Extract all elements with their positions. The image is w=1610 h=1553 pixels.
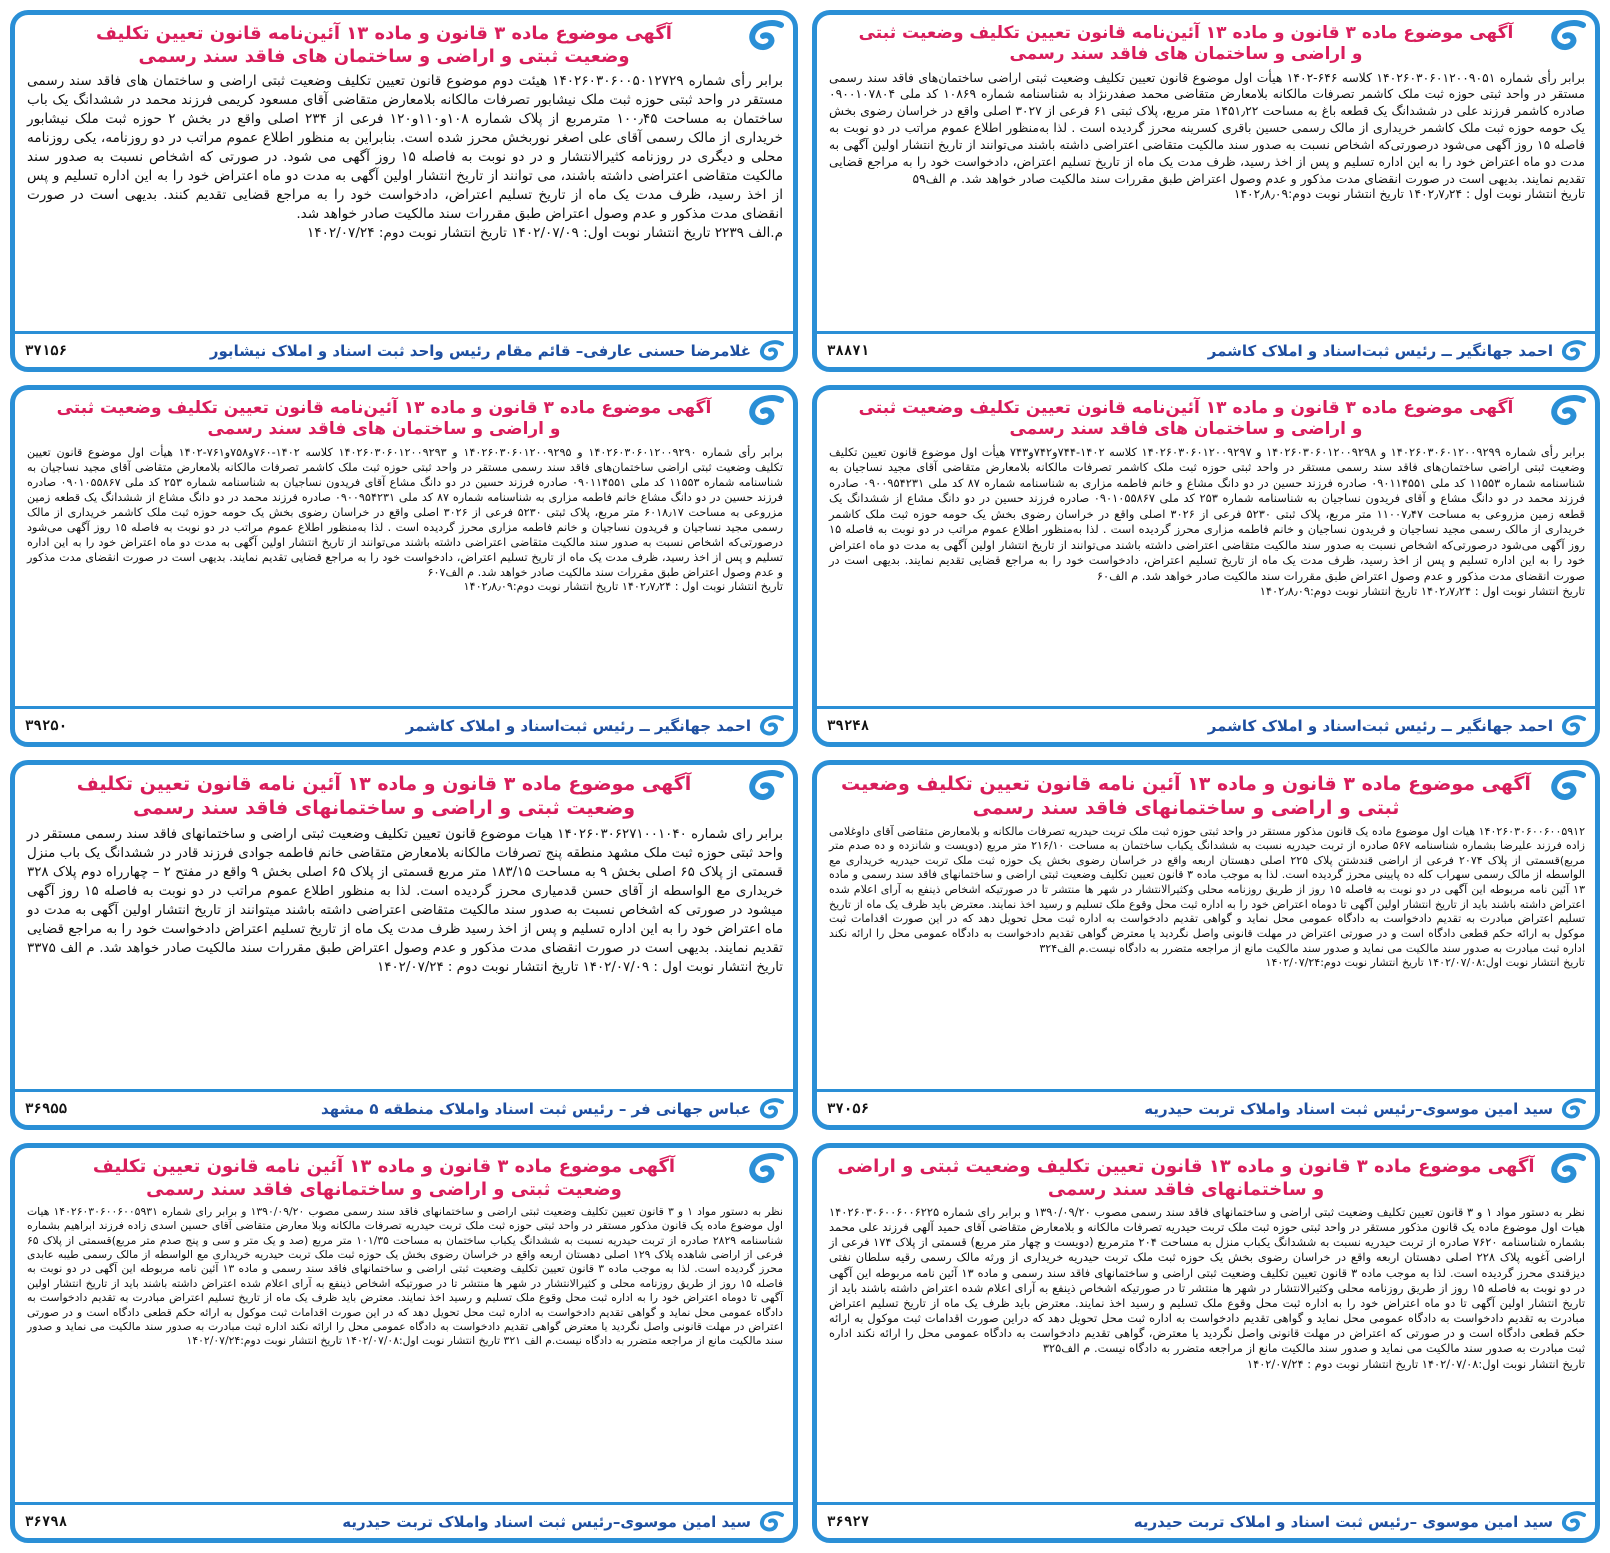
ad-title: [15, 15, 793, 68]
ad-signature: [1208, 340, 1587, 362]
ad-footer: [817, 1089, 1595, 1125]
ad-footer: [817, 1502, 1595, 1538]
ad-title-line-2: و اراضی و ساختمان های فاقد سند رسمی: [1009, 44, 1363, 65]
swirl-icon: [743, 769, 787, 809]
ad-footer: [15, 1089, 793, 1125]
ad-code: ۳۶۹۲۷: [827, 1513, 870, 1530]
ad-title-line-2: وضعیت ثبتی و اراضی و ساختمانهای فاقد سند رسمی: [146, 1178, 622, 1200]
ad-body: برابر رأی شماره ۱۴۰۲۶۰۳۰۶۰۱۲۰۰۹۲۹۹ و ۱۴۰۲۶۰۳۰۶۰۱۲۰۰۹۲۹۸ و ۱۴۰۲۶۰۳۰۶۰۱۲۰۰۹۲۹۷ کلاسه ۱۴۰۲-۷۴۴و۷۴۲و۷۴۳ هیأت اول موضوع قانون تعیین تکلیف وضعیت ثبتی اراضی ساختمان‌های فاقد سند رسمی مستقر در واحد ثبتی حوزه ثبت ملک کاشمر تصرفات مالکانه بلامعارض متقاضی آقای مجید نساجیان به شناسنامه شماره ۱۱۵۵۳ کد ملی ۰۹۰۱۱۴۵۵۱ صادره فرزند حسین در دو دانگ مشاع و خانم فاطمه مزاری به شناسنامه شماره ۸۷ کد ملی ۰۹۰۰۹۵۴۲۳۱ صادره فرزند محمد در دو دانگ مشاع و آقای فریدون نساجیان به شناسنامه شماره ۲۵۳ کد ملی ۰۹۰۱۰۵۵۸۶۷ صادره فرزند حسین در دو دانگ مشاع از ششدانگ یک قطعه زمین مزروعی به مساحت ۱۱۰۰۷٫۴۷ متر مربع، پلاک ثبتی ۵۲۳۰ فرعی از ۳۰۲۶ اصلی واقع در خراسان رضوی بخش یک حومه حوزه ثبت ملک کاشمر خریداری از مالک رسمی مجید نساجیان و فریدون نساجیان و خانم فاطمه مزاری محرز گردیده است . لذا به‌منظور اطلاع عموم مراتب در دو نوبت به فاصله ۱۵ روز آگهی می‌شود درصورتی‌که اشخاص نسبت به صدور سند مالکیت متقاضی اعتراضی داشته باشند می‌توانند از تاریخ انتشار اولین آگهی به مدت دو ماه اعتراض خود را به این اداره تسلیم و پس از اخذ رسید، ظرف مدت یک ماه از تاریخ تسلیم اعتراض، دادخواست خود را به مراجع قضایی تقدیم نمایند. بدیهی است در صورت انقضای مدت مذکور و عدم وصول اعتراض طبق مقررات سند مالکیت صادر خواهد شد. م الف۶۰: [829, 444, 1585, 583]
ad-title: [15, 390, 793, 441]
ad-signature: [1208, 715, 1587, 737]
swirl-icon: [1545, 769, 1589, 809]
signature-text: سید امین موسوی–رئیس ثبت اسناد واملاک تربت حیدریه: [1144, 1099, 1553, 1118]
ad-title-line-1: آگهی موضوع ماده ۳ قانون و ماده ۱۳ آئین‌نامه قانون تعیین تکلیف: [96, 23, 672, 44]
swirl-icon: [1559, 715, 1587, 737]
ad-dates: تاریخ انتشار نوبت اول : ۱۴۰۲٫۷٫۲۴ تاریخ انتشار نوبت دوم:۱۴۰۲٫۸٫۰۹: [463, 579, 783, 593]
ad-title-line-1: آگهی موضوع ماده ۳ قانون و ماده ۱۳ آئین‌نامه قانون تعیین تکلیف وضعیت ثبتی: [858, 23, 1514, 43]
ad-title: [15, 1148, 793, 1201]
ad-footer: [15, 331, 793, 367]
ad-signature: [342, 1511, 785, 1533]
ad-code: ۳۹۲۴۸: [827, 717, 870, 734]
swirl-icon: [757, 1098, 785, 1120]
ad-signature: [1134, 1511, 1587, 1533]
signature-text: احمد جهانگیر ــ رئیس ثبت‌اسناد و املاک کاشمر: [1207, 716, 1553, 735]
swirl-icon: [743, 1152, 787, 1192]
ad-body: برابر رای شماره ۱۴۰۲۶۰۳۰۶۲۷۱۰۰۱۰۴۰ هیات موضوع قانون تعیین تکلیف وضعیت ثبتی اراضی و ساختمانهای فاقد سند رسمی مستقر در واحد ثبتی حوزه ثبت ملک مشهد منطقه پنج تصرفات مالکانه بلامعارض متقاضی خانم فاطمه جوادی فرزند قادر در ششدانگ یک باب منزل قسمتی از پلاک ۶۵ اصلی بخش ۹ به مساحت ۱۸۳/۱۵ متر مربع قسمتی از پلاک ۶۵ اصلی بخش ۹ واقع در مفتح ۲ – چهارراه دوم پلاک ۳۲۸ خریداری مع الواسطه از آقای حسن قدمیاری محرز گردیده است. لذا به منظور اطلاع عموم مراتب در دو نوبت به فاصله ۱۵ روز آگهی میشود در صورتی که اشخاص نسبت به صدور سند مالکیت متقاضی اعتراضی داشته باشند میتوانند از تاریخ انتشار اولین آگهی به مدت دو ماه اعتراض خود را به این اداره تسلیم و پس از اخذ رسید ظرف مدت یک ماه از تاریخ تسلیم اعتراض دادخواست خود را به مراجع قضایی تقدیم نمایند. بدیهی است در صورت انقضای مدت مذکور و عدم وصول اعتراض طبق مقررات سند مالکیت صادر خواهد شد. م الف ۳۳۷۵ تاریخ انتشار نوبت اول : ۱۴۰۲/۰۷/۰۹ تاریخ انتشار نوبت دوم : ۱۴۰۲/۰۷/۲۴: [27, 826, 783, 975]
swirl-icon: [743, 19, 787, 59]
ad-signature: [406, 715, 785, 737]
signature-text: سید امین موسوی–رئیس ثبت اسناد واملاک تربت حیدریه: [342, 1512, 751, 1531]
ad-body: برابر رأی شماره ۱۴۰۲۶۰۳۰۶۰۱۲۰۰۹۲۹۰ و ۱۴۰۲۶۰۳۰۶۰۱۲۰۰۹۲۹۵ و ۱۴۰۲۶۰۳۰۶۰۱۲۰۰۹۲۹۳ کلاسه ۱۴۰۲-۷۶۰و۷۵۸و۷۶۱-۱۴۰۲ هیأت اول موضوع قانون تعیین تکلیف وضعیت ثبتی اراضی ساختمان‌های فاقد سند رسمی مستقر در واحد ثبتی حوزه ثبت ملک کاشمر تصرفات مالکانه بلامعارض متقاضی آقای مجید نساجیان به شناسنامه شماره ۱۱۵۵۳ کد ملی ۰۹۰۱۱۴۵۵۱ صادره فرزند حسین در دو دانگ مشاع آقای فریدون نساجیان به شناسنامه شماره ۲۵۳ کد ملی ۰۹۰۱۰۵۵۸۶۷ صادره فرزند حسین در دو دانگ مشاع خانم فاطمه مزاری به شناسنامه شماره ۸۷ کد ملی ۰۹۰۰۹۵۴۲۳۱ صادره فرزند محمد در دو دانگ مشاع از ششدانگ یک قطعه زمین مزروعی به مساحت ۶۰۱۸٫۱۷ متر مربع، پلاک ثبتی ۵۲۳۰ فرعی از ۳۰۲۶ اصلی واقع در خراسان رضوی بخش یک حومه حوزه ثبت ملک کاشمر خریداری از مالک رسمی مجید نساجیان و فریدون نساجیان و خانم فاطمه مزاری محرز گردیده است . لذا به‌منظور اطلاع عموم مراتب در دو نوبت به فاصله ۱۵ روز آگهی می‌شود درصورتی‌که اشخاص نسبت به صدور سند مالکیت متقاضی اعتراضی داشته باشند می‌توانند از تاریخ انتشار اولین آگهی به مدت دو ماه اعتراض خود را به این اداره تسلیم و پس از اخذ رسید، ظرف مدت یک ماه از تاریخ تسلیم اعتراض، دادخواست خود را به مراجع قضایی تقدیم نمایند. بدیهی است در صورت انقضای مدت مذکور و عدم وصول اعتراض طبق مقررات سند مالکیت صادر خواهد شد. م الف۶۰۷: [27, 445, 784, 579]
ad-footer: [15, 706, 793, 742]
signature-text: احمد جهانگیر ــ رئیس ثبت‌اسناد و املاک کاشمر: [405, 716, 751, 735]
ad-title-line-2: وضعیت ثبتی و اراضی و ساختمانهای فاقد سند رسمی: [132, 796, 636, 819]
swirl-icon: [1559, 1511, 1587, 1533]
ad-title-line-1: آگهی موضوع ماده ۳ قانون و ماده ۱۳ آئین نامه قانون تعیین تکلیف: [92, 1156, 676, 1177]
notice-ad: [812, 10, 1600, 372]
notice-ad: [812, 385, 1600, 747]
ad-dates: تاریخ انتشار نوبت اول : ۱۴۰۲٫۷٫۲۴ تاریخ انتشار نوبت دوم:۱۴۰۲٫۸٫۰۹: [1259, 584, 1585, 598]
ad-body: ۱۴۰۲۶۰۳۰۶۰۰۶۰۰۵۹۱۲ هیات اول موضوع ماده یک قانون مذکور مستقر در واحد ثبتی حوزه ثبت ملک تربت حیدریه تصرفات مالکانه و بلامعارض متقاضی آقای داوغلامی زاده فرزند علیرضا بشماره شناسنامه ۵۶۷ صادره از تربت حیدریه نسبت به ششدانگ یکباب ساختمان به مساحت ۲۱۶/۱۰ متر مربع (دویست و شانزده و ده صدم متر مربع)قسمتی از پلاک ۲۰۷۴ فرعی از اراضی قندشتن پلاک ۲۲۵ اصلی دهستان اربعه واقع در خراسان رضوی بخش یک حوزه ثبت ملک تربت حیدریه خریداری مع الواسطه از مالک رسمی سهراب کله ده پایینی محرز گردیده است. لذا به موجب ماده ۳ قانون تعیین تکلیف وضعیت ثبتی اراضی و ساختمانهای فاقد سند رسمی و ماده ۱۳ آئین نامه مربوطه این آگهی در دو نوبت به فاصله ۱۵ روز از طریق روزنامه محلی وکثیرالانتشار در شهر ها منتشر تا در صورتیکه اشخاص ذینفع به آرای اعلام شده اعتراض داشته باشند باید از تاریخ انتشار اولین آگهی تا دوماه اعتراض خود را به اداره ثبت محل وقوع ملک تسلیم و رسید اخذ نمایند. معترض باید ظرف یک ماه از تاریخ تسلیم اعتراض مبادرت به تقدیم دادخواست به دادگاه عمومی محل نماید و گواهی تقدیم دادخواست به اداره ثبت محل تحویل دهد که در این صورت اقدامات ثبت موکول به ارائه حکم قطعی دادگاه است و در صورتی اعتراض در مهلت قانونی واصل نگردید یا معترض گواهی تقدیم دادخواست به دادگاه عمومی محل را ارائه نکند اداره ثبت مبادرت به صدور سند مالکیت می نماید و صدور سند مالکیت مانع از مراجعه متضرر به دادگاه نیست.م الف۳۲۴: [829, 824, 1585, 955]
swirl-icon: [1545, 1152, 1589, 1192]
swirl-icon: [757, 715, 785, 737]
ad-body: برابر رأی شماره ۱۴۰۲۶۰۳۰۶۰۰۵۰۱۲۷۲۹ هیئت دوم موضوع قانون تعیین تکلیف وضعیت ثبتی اراضی و ساختمان های فاقد سند رسمی مستقر در واحد ثبتی حوزه ثبت ملک نیشابور تصرفات مالکانه بلامعارض متقاضی آقای مسعود کریمی فرزند محمد در ششدانگ یک باب ساختمان به مساحت ۱۰۰٫۴۵ مترمربع از پلاک شماره ۱۰۸و۱۱۰و۱۲۰ فرعی از ۲۳۴ اصلی واقع در بخش ۲ حوزه ثبت ملک نیشابور خریداری از مالک رسمی آقای علی اصغر نوربخش محرز شده است. بنابراین به منظور اطلاع عموم مراتب در دو روزنامه، یکی روزنامه محلی و دیگری در روزنامه کثیرالانتشار و در دو نوبت به فاصله ۱۵ روز آگهی می شود. در صورتی که اشخاص نسبت به صدور سند مالکیت متقاضی اعتراضی داشته باشند، می توانند از تاریخ انتشار اولین آگهی به مدت دو ماه اعتراض خود را به این اداره تسلیم و پس از اخذ رسید، ظرف مدت یک ماه از تاریخ تسلیم اعتراض، دادخواست خود را به مراجع قضایی تقدیم کنند. بدیهی است در صورت انقضای مدت مذکور و عدم وصول اعتراض طبق مقررات سند مالکیت صادر خواهد شد. م.الف ۲۲۳۹ تاریخ انتشار نوبت اول: ۱۴۰۲/۰۷/۰۹ تاریخ انتشار نوبت دوم: ۱۴۰۲/۰۷/۲۴: [27, 73, 784, 242]
ads-grid: [10, 10, 1600, 1543]
notice-ad: [812, 1143, 1600, 1543]
ad-dates: تاریخ انتشار نوبت اول:۱۴۰۲/۰۷/۰۸ تاریخ انتشار نوبت دوم : ۱۴۰۲/۰۷/۲۴: [1246, 1356, 1585, 1371]
ad-title: [817, 765, 1595, 821]
signature-text: غلامرضا حسنی عارفی– قائم مقام رئیس واحد ثبت اسناد و املاک نیشابور: [209, 341, 751, 360]
ad-title-line-1: آگهی موضوع ماده ۳ قانون و ماده ۱۳ قانون تعیین تکلیف وضعیت ثبتی و اراضی: [837, 1156, 1535, 1177]
signature-text: عباس جهانی فر – رئیس ثبت اسناد واملاک منطقه ۵ مشهد: [321, 1099, 751, 1118]
ad-footer: [817, 706, 1595, 742]
ad-title-line-1: آگهی موضوع ماده ۳ قانون و ماده ۱۳ آئین‌نامه قانون تعیین تکلیف وضعیت ثبتی: [858, 398, 1514, 418]
notice-ad: [10, 10, 798, 372]
ad-body: نظر به دستور مواد ۱ و ۳ قانون تعیین تکلیف وضعیت ثبتی اراضی و ساختمانهای فاقد سند رسمی مصوب ۱۳۹۰/۰۹/۲۰ و برابر رای شماره ۱۴۰۲۶۰۳۰۶۰۰۶۰۰۶۲۲۵ هیات اول موضوع ماده یک قانون مذکور مستقر در واحد ثبتی حوزه ثبت ملک تربت حیدریه تصرفات مالکانه و بلامعارض متقاضی آقای حمید آلهی فرزند علی محمد بشماره شناسنامه ۷۶۲۰ صادره از تربت حیدریه نسبت به ششدانگ یکباب منزل به مساحت ۲۰۴ مترمربع (دویست و چهار متر مربع) قسمتی از پلاک ۱۷۴ فرعی از اراضی آغویه پلاک ۲۲۸ اصلی دهستان اربعه واقع در خراسان رضوی بخش یک حوزه ثبت ملک تربت حیدریه خریداری از ورثه مالک رسمی رقیه سلطان نفتی دیزقندی محرز گردیده است. لذا به موجب ماده ۳ قانون تعیین تکلیف وضعیت ثبتی اراضی و ساختمانهای فاقد سند رسمی و ماده ۱۳ آئین نامه مربوطه این آگهی در دو نوبت به فاصله ۱۵ روز از طریق روزنامه محلی وکثیرالانتشار در شهر ها منتشر تا در صورتیکه اشخاص ذینفع به آرای اعلام شده اعتراض داشته باشند باید از تاریخ انتشار اولین آگهی تا دو ماه اعتراض خود را به اداره ثبت محل وقوع ملک تسلیم و رسید اخذ نمایند. معترض باید ظرف یک ماه از تاریخ تسلیم اعتراض مبادرت به تقدیم دادخواست به دادگاه عمومی محل نماید و گواهی تقدیم دادخواست به اداره ثبت محل تحویل دهد که دراین صورت اقدامات ثبت موکول به ارائه حکم قطعی دادگاه است و در صورتی که اعتراض در مهلت قانونی واصل نگردید یا معترض، گواهی تقدیم دادخواست به دادگاه عمومی محل را ارائه نکند اداره ثبت مبادرت به صدور سند مالکیت می نماید و صدور سند مالکیت مانع از مراجعه متضرر به دادگاه نیست. م الف۳۲۵: [829, 1205, 1585, 1356]
ad-body: نظر به دستور مواد ۱ و ۳ قانون تعیین تکلیف وضعیت ثبتی اراضی و ساختمانهای فاقد سند رسمی مصوب ۱۳۹۰/۰۹/۲۰ و برابر رای شماره ۱۴۰۲۶۰۳۰۶۰۰۶۰۰۵۹۳۱ هیات اول موضوع ماده یک قانون مذکور مستقر در واحد ثبتی حوزه ثبت ملک تربت حیدریه تصرفات مالکانه وبلا معارض متقاضی آقای حسین اسدی زاده فرزند ابراهیم بشماره شناسنامه ۲۸۲۹ صادره از تربت حیدریه نسبت به ششدانگ یکباب ساختمان به مساحت ۱۰۱/۳۵ متر مربع (صد و یک متر و سی و پنج صدم متر مربع)قسمتی از پلاک ۶۵ فرعی از اراضی شاهده پلاک ۱۲۹ اصلی دهستان اربعه واقع در خراسان رضوی بخش یک حوزه ثبت ملک تربت حیدریه خریداری مع الواسطه از مالک رسمی طیبه عابدی محرز گردیده است. لذا به موجب ماده ۳ قانون تعیین تکلیف وضعیت ثبتی اراضی و ساختمانهای فاقد سند رسمی و ماده ۱۳ آئین نامه مربوطه این آگهی در دو نوبت به فاصله ۱۵ روز از طریق روزنامه محلی و کثیرالانتشار در شهر ها منتشر تا در صورتیکه اشخاص ذینفع به آرای اعلام شده اعتراض داشته باشند باید از تاریخ انتشار اولین آگهی تا دوماه اعتراض خود را به اداره ثبت محل وقوع ملک تسلیم و رسید اخذ نمایند. معترض باید ظرف یک ماه از تاریخ تسلیم اعتراض مبادرت به تقدیم دادخواست به دادگاه عمومی محل نماید و گواهی تقدیم دادخواست به اداره ثبت محل تحویل دهد که در این صورت اقدامات ثبت موکول به ارائه حکم قطعی دادگاه است و در صورتی اعتراض در مهلت قانونی واصل نگردید یا معترض گواهی تقدیم دادخواست به دادگاه عمومی محل را ارائه نکند اداره ثبت مبادرت به صدور سند مالکیت می نماید و صدور سند مالکیت مانع از مراجعه متضرر به دادگاه نیست.م الف ۳۲۱ تاریخ انتشار نوبت اول:۱۴۰۲/۰۷/۰۸ تاریخ انتشار نوبت دوم:۱۴۰۲/۰۷/۲۴: [27, 1205, 784, 1348]
notice-ad: [10, 385, 798, 747]
ad-code: ۳۶۹۵۵: [25, 1100, 68, 1117]
ad-title-line-1: آگهی موضوع ماده ۳ قانون و ماده ۱۳ آئین نامه قانون تعیین تکلیف: [76, 773, 692, 795]
notice-ad: [10, 1143, 798, 1543]
swirl-icon: [743, 394, 787, 434]
notice-ad: [812, 760, 1600, 1130]
ad-title-line-1: آگهی موضوع ماده ۳ قانون و ماده ۱۳ آئین‌نامه قانون تعیین تکلیف وضعیت ثبتی: [56, 398, 712, 418]
ad-title-line-2: و ساختمانهای فاقد سند رسمی: [1047, 1178, 1325, 1200]
ad-title: [817, 390, 1595, 441]
swirl-icon: [1545, 394, 1589, 434]
ad-title: [817, 15, 1595, 66]
ad-body: برابر رأی شماره ۱۴۰۲۶۰۳۰۶۰۱۲۰۰۹۰۵۱ کلاسه ۶۴۶-۱۴۰۲ هیأت اول موضوع قانون تعیین تکلیف وضعیت ثبتی اراضی ساختمان‌های فاقد سند رسمی مستقر در واحد ثبتی حوزه ثبت ملک کاشمر تصرفات مالکانه بلامعارض متقاضی محمد صفدرنژاد به شناسنامه شماره ۱۰۸۶۹ کد ملی ۰۹۰۰۱۰۷۸۰۴ صادره کاشمر فرزند علی در ششدانگ یک قطعه باغ به مساحت ۱۴۵۱٫۲۲ متر مربع، پلاک ثبتی ۶۱ فرعی از ۳۰۲۷ اصلی واقع در خراسان رضوی بخش یک حومه حوزه ثبت ملک کاشمر خریداری از مالک رسمی حسین باقری کسرینه محرز گردیده است . لذا به‌منظور اطلاع عموم مراتب در دو نوبت به فاصله ۱۵ روز آگهی می‌شود درصورتی‌که اشخاص نسبت به صدور سند مالکیت متقاضی اعتراضی داشته باشند می‌توانند از تاریخ انتشار اولین آگهی به مدت دو ماه اعتراض خود را به این اداره تسلیم و پس از اخذ رسید، ظرف مدت یک ماه از تاریخ تسلیم اعتراض، دادخواست خود را به مراجع قضایی تقدیم نمایند. بدیهی است در صورت انقضای مدت مذکور و عدم وصول اعتراض طبق مقررات سند مالکیت صادر خواهد شد. م الف۵۹: [829, 70, 1586, 186]
ad-code: ۳۸۸۷۱: [827, 342, 870, 359]
ad-title-line-2: و اراضی و ساختمان های فاقد سند رسمی: [1009, 419, 1363, 440]
ad-title: [817, 1148, 1595, 1201]
ad-footer: [817, 331, 1595, 367]
ad-dates: تاریخ انتشار نوبت اول:۱۴۰۲/۰۷/۰۸ تاریخ انتشار نوبت دوم:۱۴۰۲/۰۷/۲۴: [1265, 956, 1585, 970]
ad-code: ۳۷۱۵۶: [25, 342, 68, 359]
ad-title-line-2: وضعیت ثبتی و اراضی و ساختمان های فاقد سند رسمی: [138, 45, 630, 67]
ad-signature: [321, 1098, 785, 1120]
swirl-icon: [757, 1511, 785, 1533]
swirl-icon: [1559, 340, 1587, 362]
signature-text: احمد جهانگیر ــ رئیس ثبت‌اسناد و املاک کاشمر: [1207, 341, 1553, 360]
swirl-icon: [757, 340, 785, 362]
ad-signature: [210, 340, 785, 362]
ad-footer: [15, 1502, 793, 1538]
ad-code: ۳۷۰۵۶: [827, 1100, 870, 1117]
ad-code: ۳۹۲۵۰: [25, 717, 68, 734]
ad-dates: تاریخ انتشار نوبت اول : ۱۴۰۲٫۷٫۲۴ تاریخ انتشار نوبت دوم:۱۴۰۲٫۸٫۰۹: [1233, 187, 1585, 202]
signature-text: سید امین موسوی –رئیس ثبت اسناد و املاک تربت حیدریه: [1133, 1512, 1553, 1531]
ad-title-line-2: و اراضی و ساختمان های فاقد سند رسمی: [207, 419, 561, 440]
ad-code: ۳۶۷۹۸: [25, 1513, 68, 1530]
notice-ad: [10, 760, 798, 1130]
ad-title-line-2: ثبتی و اراضی و ساختمانهای فاقد سند رسمی: [972, 796, 1400, 819]
ad-title: [15, 765, 793, 821]
swirl-icon: [1559, 1098, 1587, 1120]
swirl-icon: [1545, 19, 1589, 59]
ad-title-line-1: آگهی موضوع ماده ۳ قانون و ماده ۱۳ آئین نامه قانون تعیین تکلیف وضعیت: [841, 773, 1531, 795]
ad-signature: [1144, 1098, 1587, 1120]
